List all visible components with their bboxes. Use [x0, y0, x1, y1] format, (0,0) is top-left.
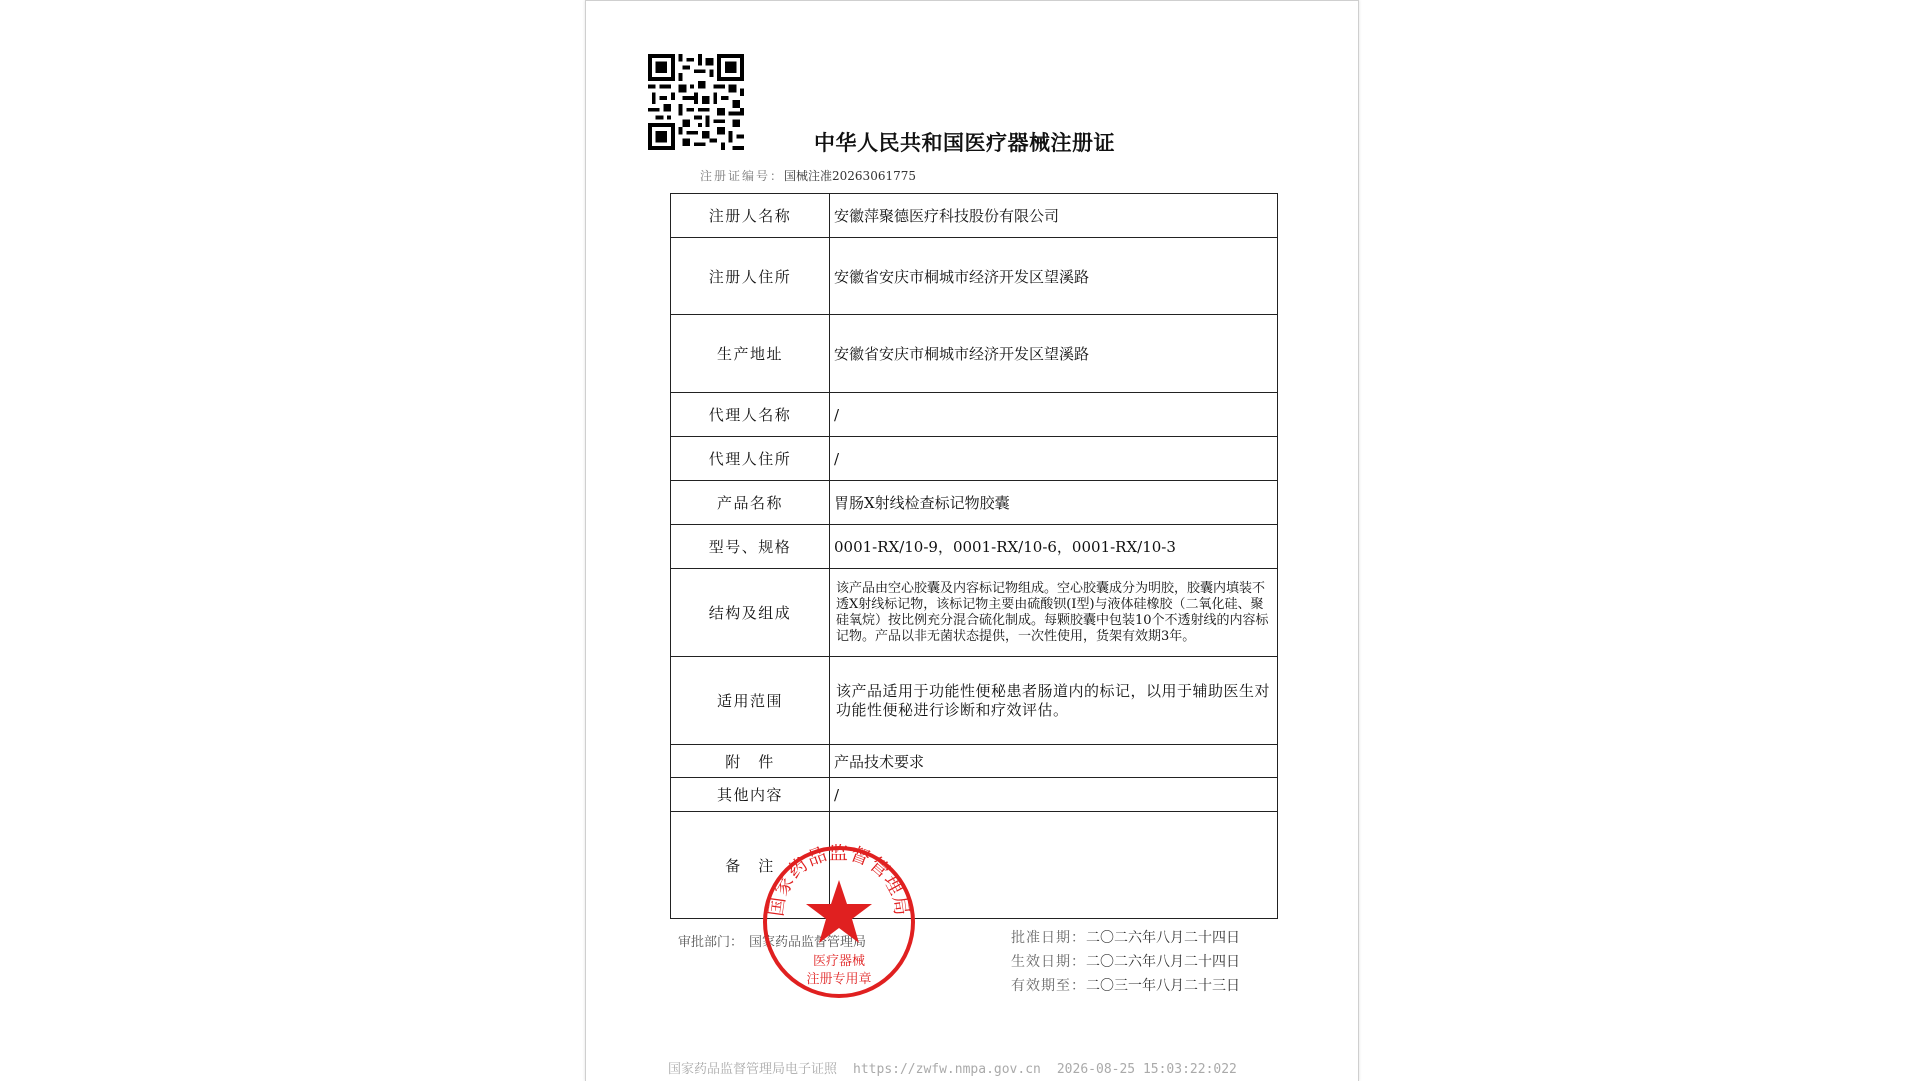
row-value-other: / [830, 778, 1278, 812]
row-value-agent-name: / [830, 393, 1278, 437]
effective-date-value: 二〇二六年八月二十四日 [1086, 954, 1240, 970]
row-value-registrant-address: 安徽省安庆市桐城市经济开发区望溪路 [830, 238, 1278, 315]
seal-line-2: 注册专用章 [806, 972, 872, 987]
expiry-date-label: 有效期至： [1011, 978, 1086, 994]
row-key-remarks: 备 注 [671, 812, 830, 919]
approval-department-value: 国家药品监督管理局 [749, 935, 867, 950]
row-key-agent-name: 代理人名称 [671, 393, 830, 437]
e-license-footer [668, 1058, 1253, 1077]
effective-date-label: 生效日期： [1011, 954, 1086, 970]
qr-code-icon [648, 54, 744, 150]
table-row [671, 569, 1278, 657]
row-key-registrant-name: 注册人名称 [671, 194, 830, 238]
approval-date [1011, 926, 1240, 950]
row-key-production-address: 生产地址 [671, 315, 830, 393]
row-key-scope: 适用范围 [671, 657, 830, 745]
table-row [671, 657, 1278, 745]
table-row [671, 393, 1278, 437]
dates-block [1011, 926, 1240, 998]
certificate-table [670, 193, 1278, 919]
table-row [671, 525, 1278, 569]
seal-line-1: 医疗器械 [812, 954, 865, 969]
certificate-title: 中华人民共和国医疗器械注册证 [814, 131, 1115, 155]
official-seal-icon [761, 844, 917, 1000]
approval-date-value: 二〇二六年八月二十四日 [1086, 930, 1240, 946]
expiry-date-value: 二〇三一年八月二十三日 [1086, 978, 1240, 994]
row-value-structure: 该产品由空心胶囊及内容标记物组成。空心胶囊成分为明胶，胶囊内填装不透X射线标记物，该标记物主要由硫酸钡(I型)与液体硅橡胶（二氧化硅、聚硅氧烷）按比例充分混合硫化制成。每颗胶囊中包装10个不透射线的内容标记物。产品以非无菌状态提供，一次性使用，货架有效期3年。 [830, 569, 1278, 657]
footer-timestamp: 2026-08-25 15:03:22:022 [1056, 1062, 1237, 1077]
approval-date-label: 批准日期： [1011, 930, 1086, 946]
row-key-other: 其他内容 [671, 778, 830, 812]
row-key-structure: 结构及组成 [671, 569, 830, 657]
approval-department-label: 审批部门： [678, 935, 744, 950]
row-value-production-address: 安徽省安庆市桐城市经济开发区望溪路 [830, 315, 1278, 393]
table-row [671, 745, 1278, 778]
table-row [671, 437, 1278, 481]
row-value-agent-address: / [830, 437, 1278, 481]
row-value-attachment: 产品技术要求 [830, 745, 1278, 778]
table-row [671, 481, 1278, 525]
footer-url: https://zwfw.nmpa.gov.cn [853, 1062, 1041, 1077]
row-key-agent-address: 代理人住所 [671, 437, 830, 481]
row-key-model-spec: 型号、规格 [671, 525, 830, 569]
table-row [671, 315, 1278, 393]
expiry-date [1011, 974, 1240, 998]
row-key-registrant-address: 注册人住所 [671, 238, 830, 315]
row-value-model-spec: 0001-RX/10-9，0001-RX/10-6，0001-RX/10-3 [830, 525, 1278, 569]
row-value-scope: 该产品适用于功能性便秘患者肠道内的标记，以用于辅助医生对功能性便秘进行诊断和疗效评估。 [830, 657, 1278, 745]
registration-number [700, 167, 916, 184]
footer-issuer: 国家药品监督管理局电子证照 [668, 1062, 838, 1077]
seal-ring-text: 国家药品监督管理局 [765, 844, 913, 918]
table-row [671, 778, 1278, 812]
row-key-product-name: 产品名称 [671, 481, 830, 525]
row-key-attachment: 附 件 [671, 745, 830, 778]
table-row [671, 194, 1278, 238]
registration-number-value: 国械注准20263061775 [784, 169, 916, 183]
row-value-registrant-name: 安徽萍聚德医疗科技股份有限公司 [830, 194, 1278, 238]
certificate-page [585, 0, 1359, 1081]
table-row [671, 238, 1278, 315]
effective-date [1011, 950, 1240, 974]
registration-number-label: 注册证编号： [700, 169, 785, 183]
row-value-product-name: 胃肠X射线检查标记物胶囊 [830, 481, 1278, 525]
